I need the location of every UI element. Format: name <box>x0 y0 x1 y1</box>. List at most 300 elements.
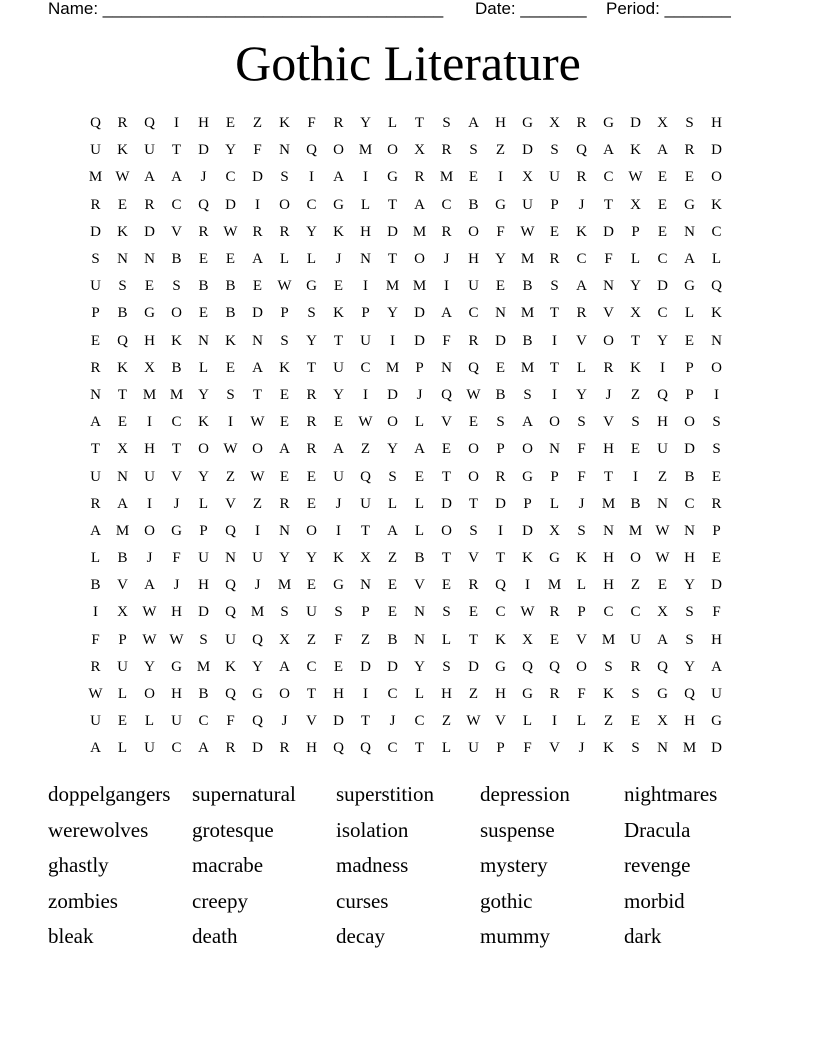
grid-letter: H <box>711 631 722 648</box>
grid-letter: M <box>385 278 400 295</box>
grid-letter: N <box>711 332 722 349</box>
grid-letter: D <box>522 142 533 159</box>
grid-letter: W <box>655 522 670 539</box>
word-bank-item: nightmares <box>624 782 718 806</box>
grid-letter: R <box>306 441 317 458</box>
grid-letter: T <box>495 550 506 567</box>
word-bank-item: curses <box>336 888 389 913</box>
grid-letter: E <box>657 577 668 594</box>
grid-letter: B <box>198 278 209 295</box>
grid-letter: S <box>577 414 586 431</box>
grid-letter: S <box>307 305 316 322</box>
grid-letter: U <box>144 740 155 757</box>
grid-letter: X <box>414 142 425 159</box>
grid-letter: W <box>628 169 643 186</box>
grid-letter: G <box>684 196 695 213</box>
grid-letter: Q <box>252 713 263 730</box>
grid-letter: K <box>522 550 533 567</box>
grid-letter: K <box>630 359 641 376</box>
grid-letter: C <box>225 169 236 186</box>
grid-letter: S <box>604 658 613 675</box>
grid-letter: R <box>549 686 560 703</box>
grid-letter: J <box>254 577 261 594</box>
grid-letter: G <box>549 550 560 567</box>
grid-letter: O <box>522 441 533 458</box>
grid-letter: N <box>657 495 668 512</box>
grid-letter: Y <box>387 441 398 458</box>
grid-letter: E <box>306 468 317 485</box>
grid-letter: W <box>223 441 238 458</box>
grid-letter: A <box>684 251 695 268</box>
grid-letter: C <box>603 169 614 186</box>
grid-letter: C <box>603 604 614 621</box>
word-bank-item: mummy <box>480 924 551 948</box>
grid-letter: L <box>414 495 425 512</box>
grid-letter: X <box>657 604 668 621</box>
grid-letter: N <box>603 522 614 539</box>
grid-row <box>82 355 730 382</box>
grid-row <box>82 192 730 219</box>
grid-letter: P <box>280 305 289 322</box>
grid-letter: E <box>711 550 722 567</box>
grid-letter: G <box>144 305 155 322</box>
grid-letter: O <box>279 686 290 703</box>
grid-letter: X <box>522 169 533 186</box>
grid-letter: A <box>171 169 182 186</box>
grid-letter: D <box>711 577 722 594</box>
grid-letter: W <box>520 604 535 621</box>
grid-letter: U <box>144 142 155 159</box>
grid-letter: Z <box>630 577 641 594</box>
grid-letter: B <box>90 577 101 594</box>
grid-letter: E <box>198 305 209 322</box>
grid-letter: X <box>549 115 560 132</box>
grid-letter: E <box>495 278 506 295</box>
grid-row <box>82 110 730 137</box>
grid-letter: J <box>578 740 585 757</box>
grid-letter: F <box>712 604 721 621</box>
grid-letter: F <box>442 332 451 349</box>
grid-letter: H <box>198 115 209 132</box>
grid-letter: N <box>495 305 506 322</box>
grid-row <box>82 436 730 463</box>
grid-letter: S <box>631 414 640 431</box>
grid-letter: M <box>88 169 103 186</box>
grid-letter: F <box>253 142 262 159</box>
grid-letter: S <box>280 169 289 186</box>
grid-letter: E <box>225 251 236 268</box>
grid-letter: S <box>442 604 451 621</box>
word-bank-item: bleak <box>48 924 94 948</box>
grid-letter: Y <box>144 658 155 675</box>
grid-letter: Y <box>306 223 317 240</box>
grid-letter: N <box>414 631 425 648</box>
grid-letter: X <box>630 305 641 322</box>
grid-letter: G <box>387 169 398 186</box>
grid-letter: W <box>88 686 103 703</box>
grid-letter: P <box>496 740 505 757</box>
grid-letter: Z <box>225 468 236 485</box>
grid-letter: H <box>711 115 722 132</box>
grid-letter: A <box>711 658 722 675</box>
grid-letter: Q <box>468 359 479 376</box>
grid-letter: R <box>576 115 587 132</box>
grid-letter: O <box>711 169 722 186</box>
grid-letter: I <box>552 713 557 730</box>
grid-letter: S <box>334 604 343 621</box>
header-row <box>0 0 816 20</box>
grid-letter: A <box>90 522 101 539</box>
grid-letter: H <box>468 251 479 268</box>
grid-row <box>82 627 730 654</box>
grid-letter: K <box>333 550 344 567</box>
grid-letter: H <box>198 577 209 594</box>
grid-letter: L <box>279 251 290 268</box>
grid-letter: Q <box>549 658 560 675</box>
grid-letter: I <box>525 577 530 594</box>
grid-letter: J <box>335 495 342 512</box>
grid-letter: A <box>576 278 587 295</box>
grid-letter: M <box>196 658 211 675</box>
grid-letter: O <box>630 550 641 567</box>
grid-letter: R <box>603 359 614 376</box>
grid-letter: N <box>360 251 371 268</box>
grid-letter: I <box>363 686 368 703</box>
grid-letter: D <box>414 332 425 349</box>
grid-letter: S <box>631 686 640 703</box>
grid-letter: F <box>577 686 586 703</box>
grid-letter: O <box>711 359 722 376</box>
grid-letter: E <box>711 468 722 485</box>
grid-letter: L <box>387 115 398 132</box>
grid-letter: P <box>415 359 424 376</box>
grid-letter: D <box>684 441 695 458</box>
grid-letter: X <box>117 604 128 621</box>
grid-letter: E <box>684 169 695 186</box>
grid-letter: S <box>442 115 451 132</box>
grid-letter: R <box>306 414 317 431</box>
grid-letter: O <box>684 414 695 431</box>
grid-letter: E <box>630 713 641 730</box>
grid-letter: M <box>412 223 427 240</box>
grid-letter: J <box>605 386 612 403</box>
grid-letter: H <box>603 441 614 458</box>
grid-letter: Q <box>306 142 317 159</box>
grid-letter: C <box>171 414 182 431</box>
grid-letter: J <box>173 495 180 512</box>
grid-letter: Y <box>387 305 398 322</box>
grid-letter: V <box>171 468 182 485</box>
grid-letter: E <box>333 658 344 675</box>
grid-letter: U <box>252 550 263 567</box>
grid-letter: V <box>576 631 587 648</box>
grid-letter: N <box>252 332 263 349</box>
grid-letter: O <box>441 522 452 539</box>
grid-letter: Y <box>684 577 695 594</box>
grid-letter: G <box>171 522 182 539</box>
grid-letter: O <box>468 441 479 458</box>
grid-letter: Y <box>495 251 506 268</box>
grid-letter: E <box>117 713 128 730</box>
grid-letter: E <box>144 278 155 295</box>
grid-row <box>82 545 730 572</box>
grid-letter: N <box>441 359 452 376</box>
grid-letter: Q <box>360 468 371 485</box>
grid-letter: A <box>90 740 101 757</box>
grid-letter: Y <box>306 332 317 349</box>
grid-letter: Q <box>522 658 533 675</box>
grid-letter: C <box>306 658 317 675</box>
grid-letter: E <box>468 604 479 621</box>
grid-letter: A <box>144 169 155 186</box>
grid-letter: R <box>711 495 722 512</box>
grid-letter: R <box>441 142 452 159</box>
grid-letter: J <box>389 713 396 730</box>
grid-letter: J <box>578 495 585 512</box>
grid-letter: A <box>117 495 128 512</box>
grid-letter: N <box>279 142 290 159</box>
grid-letter: K <box>225 658 236 675</box>
grid-letter: E <box>684 332 695 349</box>
grid-letter: K <box>117 223 128 240</box>
grid-letter: A <box>279 658 290 675</box>
grid-letter: D <box>90 223 101 240</box>
grid-letter: O <box>198 441 209 458</box>
grid-letter: T <box>603 196 614 213</box>
grid-letter: F <box>523 740 532 757</box>
grid-letter: G <box>495 658 506 675</box>
grid-letter: X <box>522 631 533 648</box>
grid-letter: R <box>576 169 587 186</box>
grid-letter: R <box>495 468 506 485</box>
grid-letter: H <box>684 550 695 567</box>
grid-letter: R <box>144 196 155 213</box>
grid-letter: H <box>603 577 614 594</box>
grid-letter: D <box>198 604 209 621</box>
grid-letter: Z <box>252 115 263 132</box>
grid-letter: S <box>91 251 100 268</box>
grid-letter: X <box>630 196 641 213</box>
grid-letter: U <box>333 359 344 376</box>
grid-letter: S <box>226 386 235 403</box>
grid-letter: I <box>147 414 152 431</box>
grid-letter: T <box>117 386 128 403</box>
grid-row <box>82 300 730 327</box>
grid-letter: S <box>172 278 181 295</box>
grid-letter: A <box>414 196 425 213</box>
grid-letter: I <box>309 169 314 186</box>
word-bank-item: madness <box>336 853 409 877</box>
grid-letter: A <box>333 441 344 458</box>
grid-letter: N <box>90 386 101 403</box>
grid-letter: E <box>549 631 560 648</box>
grid-letter: R <box>117 115 128 132</box>
grid-letter: K <box>117 359 128 376</box>
grid-row <box>82 219 730 246</box>
grid-letter: S <box>469 142 478 159</box>
grid-letter: I <box>147 495 152 512</box>
grid-letter: K <box>630 142 641 159</box>
grid-letter: W <box>223 223 238 240</box>
grid-letter: R <box>414 169 425 186</box>
grid-letter: W <box>115 169 130 186</box>
grid-letter: K <box>603 686 614 703</box>
grid-letter: B <box>522 278 533 295</box>
grid-letter: C <box>684 495 695 512</box>
grid-letter: G <box>603 115 614 132</box>
grid-letter: U <box>468 278 479 295</box>
grid-letter: P <box>91 305 100 322</box>
grid-letter: Q <box>198 196 209 213</box>
page-title: Gothic Literature <box>235 35 581 91</box>
grid-letter: S <box>280 604 289 621</box>
grid-letter: J <box>200 169 207 186</box>
grid-letter: W <box>520 223 535 240</box>
grid-letter: H <box>171 604 182 621</box>
word-bank-item: morbid <box>624 888 685 913</box>
grid-letter: D <box>630 115 641 132</box>
grid-letter: F <box>604 251 613 268</box>
grid-letter: Y <box>684 658 695 675</box>
grid-letter: R <box>333 115 344 132</box>
grid-letter: A <box>387 522 398 539</box>
grid-letter: V <box>171 223 182 240</box>
grid-letter: V <box>603 305 614 322</box>
word-bank-item: gothic <box>480 888 533 913</box>
grid-letter: D <box>144 223 155 240</box>
grid-letter: H <box>171 686 182 703</box>
grid-letter: W <box>466 386 481 403</box>
grid-letter: T <box>414 740 425 757</box>
grid-letter: M <box>115 522 130 539</box>
grid-letter: R <box>576 305 587 322</box>
grid-letter: Y <box>333 386 344 403</box>
grid-letter: R <box>279 495 290 512</box>
grid-letter: X <box>657 713 668 730</box>
grid-letter: R <box>90 495 101 512</box>
grid-letter: A <box>252 251 263 268</box>
grid-letter: V <box>117 577 128 594</box>
grid-letter: F <box>91 631 100 648</box>
grid-row <box>82 599 730 626</box>
grid-letter: L <box>441 740 452 757</box>
grid-letter: N <box>684 223 695 240</box>
grid-letter: U <box>630 631 641 648</box>
grid-letter: U <box>657 441 668 458</box>
grid-letter: B <box>414 550 425 567</box>
grid-letter: T <box>252 386 263 403</box>
grid-letter: P <box>712 522 721 539</box>
grid-letter: J <box>335 251 342 268</box>
grid-letter: C <box>441 196 452 213</box>
grid-letter: M <box>628 522 643 539</box>
grid-row <box>82 491 730 518</box>
grid-row <box>82 463 730 490</box>
grid-letter: H <box>603 550 614 567</box>
grid-letter: M <box>358 142 373 159</box>
grid-letter: T <box>360 713 371 730</box>
grid-letter: M <box>520 305 535 322</box>
word-bank-item: decay <box>336 924 385 948</box>
grid-letter: I <box>498 522 503 539</box>
word-bank-item: Dracula <box>624 817 691 842</box>
grid-letter: B <box>225 305 236 322</box>
grid-letter: C <box>495 604 506 621</box>
grid-letter: T <box>441 550 452 567</box>
grid-letter: G <box>657 686 668 703</box>
grid-letter: B <box>171 251 182 268</box>
grid-letter: J <box>416 386 423 403</box>
grid-letter: O <box>171 305 182 322</box>
grid-letter: V <box>549 740 560 757</box>
grid-letter: C <box>387 686 398 703</box>
grid-letter: V <box>225 495 236 512</box>
grid-letter: I <box>552 332 557 349</box>
grid-letter: O <box>252 441 263 458</box>
grid-letter: Y <box>198 468 209 485</box>
grid-letter: A <box>279 441 290 458</box>
grid-letter: S <box>577 522 586 539</box>
grid-letter: D <box>495 495 506 512</box>
grid-letter: E <box>306 495 317 512</box>
grid-letter: Q <box>711 278 722 295</box>
grid-letter: T <box>306 686 317 703</box>
grid-letter: L <box>360 196 371 213</box>
grid-row <box>82 328 730 355</box>
word-bank-item: isolation <box>336 817 409 842</box>
word-bank-item: superstition <box>336 782 434 806</box>
grid-row <box>82 681 730 708</box>
grid-letter: K <box>279 359 290 376</box>
grid-letter: L <box>549 495 560 512</box>
grid-letter: S <box>442 658 451 675</box>
grid-letter: T <box>171 441 182 458</box>
grid-letter: Z <box>495 142 506 159</box>
grid-letter: E <box>387 577 398 594</box>
grid-letter: D <box>252 169 263 186</box>
name-field: Name: ____________________________________ <box>48 0 444 18</box>
grid-letter: A <box>522 414 533 431</box>
grid-letter: P <box>631 223 640 240</box>
grid-letter: T <box>90 441 101 458</box>
grid-letter: B <box>171 359 182 376</box>
grid-letter: D <box>387 386 398 403</box>
grid-letter: I <box>228 414 233 431</box>
grid-letter: J <box>173 577 180 594</box>
grid-letter: A <box>657 631 668 648</box>
grid-letter: S <box>388 468 397 485</box>
grid-letter: I <box>390 332 395 349</box>
grid-letter: Q <box>684 686 695 703</box>
grid-letter: P <box>496 441 505 458</box>
grid-letter: R <box>630 658 641 675</box>
grid-letter: F <box>334 631 343 648</box>
grid-letter: M <box>520 251 535 268</box>
grid-letter: U <box>360 495 371 512</box>
grid-letter: B <box>522 332 533 349</box>
grid-letter: S <box>685 631 694 648</box>
grid-letter: D <box>387 223 398 240</box>
period-field: Period: _______ <box>606 0 731 18</box>
grid-letter: C <box>306 196 317 213</box>
word-bank-item: death <box>192 924 238 948</box>
grid-letter: F <box>307 115 316 132</box>
grid-letter: H <box>144 332 155 349</box>
grid-row <box>82 273 730 300</box>
grid-letter: G <box>333 196 344 213</box>
grid-letter: E <box>468 414 479 431</box>
grid-letter: L <box>711 251 722 268</box>
